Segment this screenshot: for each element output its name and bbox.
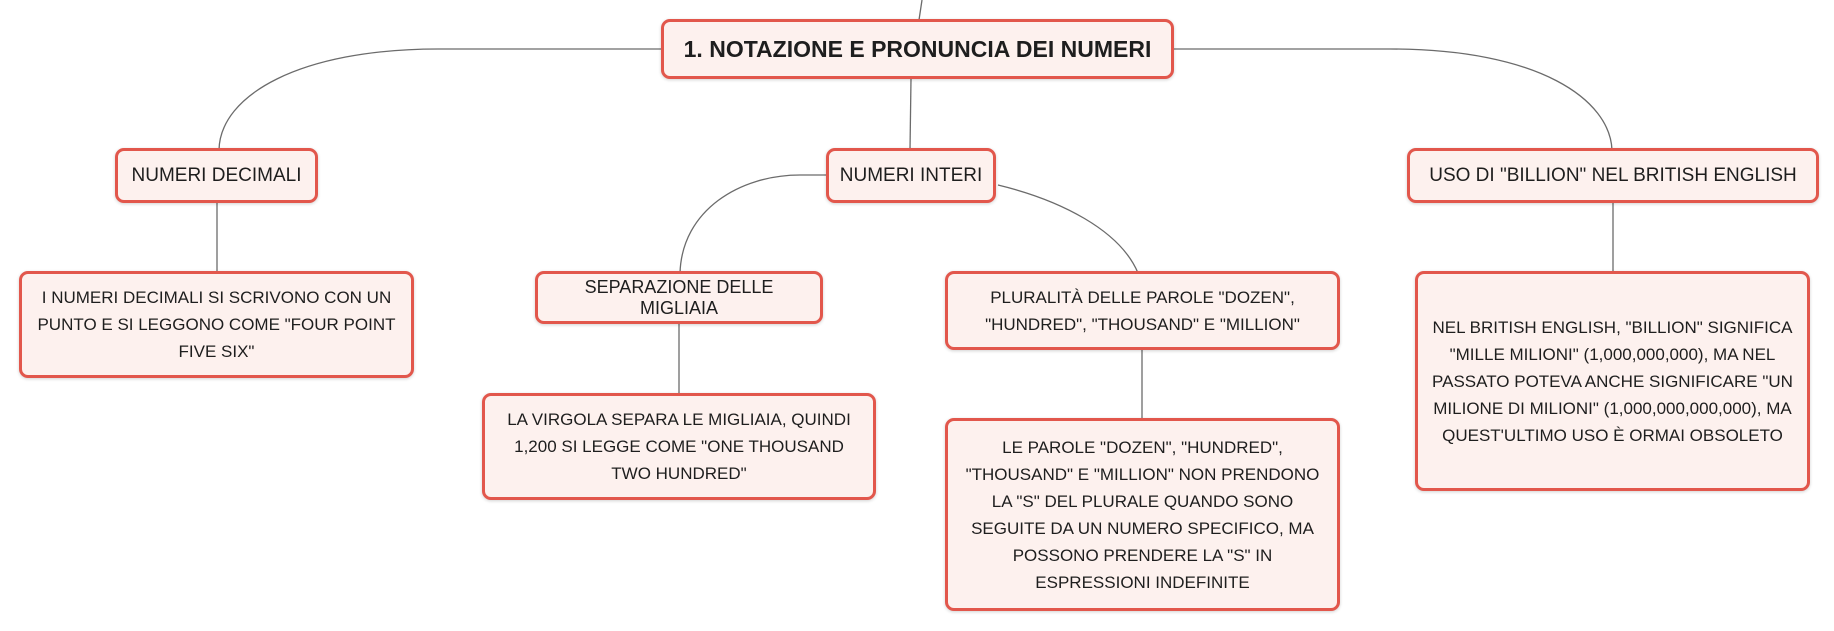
connector-interi-to-plurali (998, 185, 1138, 273)
connector-root-to-billion (1174, 49, 1612, 150)
connector-root-to-numeri-interi (910, 79, 911, 150)
leaf-decimali[interactable] (19, 271, 414, 378)
branch-numeri-interi-label: NUMERI INTERI (839, 164, 983, 186)
leaf-pluralita[interactable] (945, 418, 1340, 611)
leaf-billion[interactable] (1415, 271, 1810, 491)
leaf-billion-text: NEL BRITISH ENGLISH, "BILLION" SIGNIFICA "MILLE MILIONI" (1,000,000,000), MA NEL PASSATO POTEVA ANCHE SIGNIFICARE "UN MILIONE DI MILIONI" (1,000,000,000,000), MA QUEST'ULTIMO USO È ORMAI OBSOLETO (1432, 317, 1793, 445)
node-separazione-migliaia-label: SEPARAZIONE DELLE MIGLIAIA (584, 276, 774, 318)
root-node-label: 1. NOTAZIONE E PRONUNCIA DEI NUMERI (683, 35, 1152, 62)
root-node[interactable] (661, 19, 1174, 79)
leaf-pluralita-text: LE PAROLE "DOZEN", "HUNDRED", "THOUSAND" E "MILLION" NON PRENDONO LA "S" DEL PLURALE QUANDO SONO SEGUITE DA UN NUMERO SPECIFICO, MA POSSONO PRENDERE LA "S" IN ESPRESSIONI INDEFINITE (965, 437, 1320, 592)
connector-parent-to-root (919, 0, 922, 20)
node-separazione-migliaia[interactable] (535, 271, 823, 324)
branch-numeri-decimali[interactable] (115, 148, 318, 203)
node-pluralita[interactable] (945, 271, 1340, 350)
branch-numeri-decimali-label: NUMERI DECIMALI (131, 164, 302, 186)
leaf-migliaia[interactable] (482, 393, 876, 500)
leaf-migliaia-text: LA VIRGOLA SEPARA LE MIGLIAIA, QUINDI 1,200 SI LEGGE COME "ONE THOUSAND TWO HUNDRED" (507, 410, 851, 483)
branch-billion-label: USO DI "BILLION" NEL BRITISH ENGLISH (1429, 164, 1797, 186)
leaf-decimali-text: I NUMERI DECIMALI SI SCRIVONO CON UN PUNTO E SI LEGGONO COME "FOUR POINT FIVE SIX" (37, 288, 396, 361)
node-pluralita-label: PLURALITÀ DELLE PAROLE "DOZEN", "HUNDRED", "THOUSAND" E "MILLION" (985, 287, 1300, 334)
branch-numeri-interi[interactable] (826, 148, 996, 203)
connector-interi-to-migliaia (680, 175, 826, 273)
branch-billion[interactable] (1407, 148, 1819, 203)
connector-root-to-numeri-decimali (219, 49, 661, 150)
